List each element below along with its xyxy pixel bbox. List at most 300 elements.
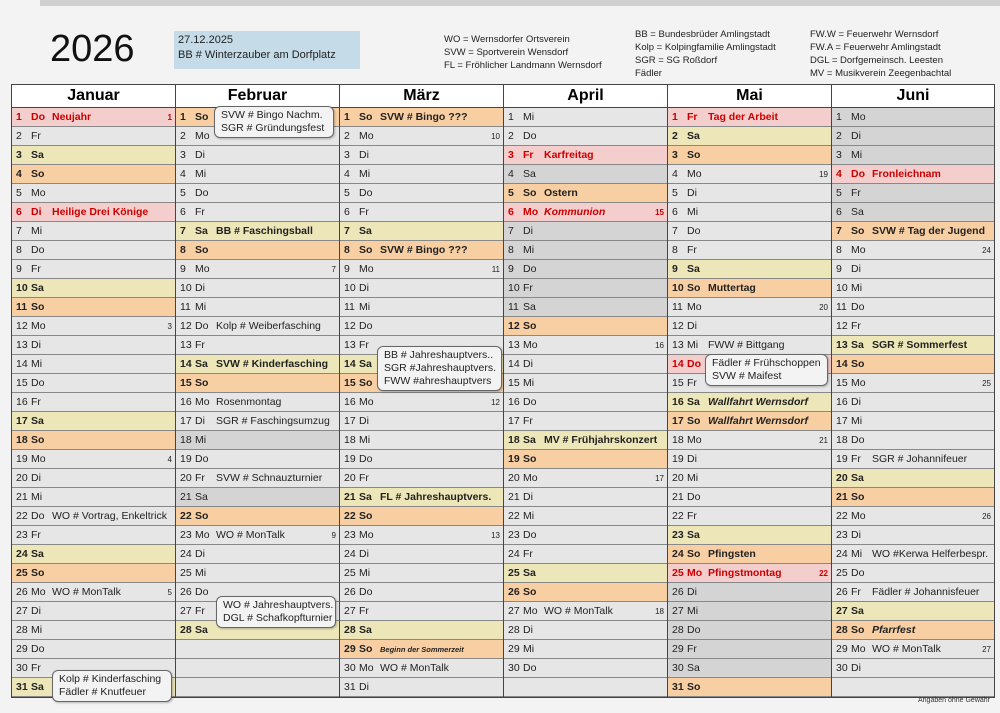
day-row[interactable] bbox=[668, 640, 831, 659]
day-row[interactable] bbox=[504, 583, 667, 602]
weekday: Sa bbox=[195, 225, 208, 237]
day-row[interactable] bbox=[832, 507, 994, 526]
event-text: Rosenmontag bbox=[216, 396, 282, 408]
weekday: Fr bbox=[687, 643, 697, 655]
day-row[interactable] bbox=[504, 222, 667, 241]
weekday: Do bbox=[359, 187, 373, 199]
event-text: FL # Jahreshauptvers. bbox=[380, 491, 492, 503]
day-row[interactable] bbox=[340, 127, 503, 146]
weekday: Mo bbox=[31, 586, 46, 598]
weekday: Di bbox=[523, 624, 533, 636]
day-number: 20 bbox=[344, 472, 356, 484]
day-number: 4 bbox=[344, 168, 350, 180]
day-row[interactable] bbox=[12, 545, 175, 564]
day-row[interactable] bbox=[504, 431, 667, 450]
day-number: 23 bbox=[180, 529, 192, 541]
event-text: Fädler # Johannisfeuer bbox=[872, 586, 980, 598]
day-row[interactable] bbox=[832, 203, 994, 222]
day-row[interactable] bbox=[832, 488, 994, 507]
event-text: Pfarrfest bbox=[872, 624, 916, 636]
day-row[interactable] bbox=[668, 507, 831, 526]
weekday: So bbox=[31, 567, 45, 579]
day-row[interactable] bbox=[340, 659, 503, 678]
day-row[interactable] bbox=[340, 602, 503, 621]
day-row[interactable] bbox=[340, 469, 503, 488]
day-row[interactable] bbox=[668, 412, 831, 431]
weekday: So bbox=[687, 415, 701, 427]
day-row[interactable] bbox=[340, 621, 503, 640]
day-row[interactable] bbox=[340, 184, 503, 203]
day-row[interactable] bbox=[668, 127, 831, 146]
weekday: Mo bbox=[523, 206, 539, 218]
day-row[interactable] bbox=[340, 412, 503, 431]
day-row[interactable] bbox=[832, 146, 994, 165]
day-number: 30 bbox=[508, 662, 520, 674]
day-row[interactable] bbox=[668, 336, 831, 355]
day-row[interactable] bbox=[832, 583, 994, 602]
day-row[interactable] bbox=[504, 260, 667, 279]
week-number: 26 bbox=[982, 512, 991, 521]
day-row[interactable] bbox=[668, 469, 831, 488]
day-row[interactable] bbox=[176, 260, 339, 279]
day-row[interactable] bbox=[504, 279, 667, 298]
day-row[interactable] bbox=[504, 203, 667, 222]
day-row[interactable] bbox=[668, 165, 831, 184]
day-row[interactable] bbox=[12, 621, 175, 640]
weekday: Di bbox=[195, 149, 205, 161]
day-number: 13 bbox=[836, 339, 848, 351]
day-row[interactable] bbox=[504, 355, 667, 374]
weekday: Di bbox=[851, 263, 861, 275]
day-row[interactable] bbox=[504, 621, 667, 640]
day-row[interactable] bbox=[176, 507, 339, 526]
day-row[interactable] bbox=[12, 336, 175, 355]
weekday: Fr bbox=[359, 339, 369, 351]
day-row[interactable] bbox=[340, 203, 503, 222]
day-number: 16 bbox=[836, 396, 848, 408]
day-row[interactable] bbox=[504, 336, 667, 355]
day-number: 11 bbox=[344, 301, 355, 313]
day-row[interactable] bbox=[832, 393, 994, 412]
day-row[interactable] bbox=[504, 241, 667, 260]
weekday: Di bbox=[359, 548, 369, 560]
day-number: 11 bbox=[508, 301, 519, 313]
day-number: 12 bbox=[180, 320, 192, 332]
day-number: 2 bbox=[344, 130, 350, 142]
day-row[interactable] bbox=[668, 222, 831, 241]
day-number: 4 bbox=[16, 168, 22, 180]
day-row[interactable] bbox=[504, 108, 667, 127]
day-row[interactable] bbox=[176, 298, 339, 317]
day-row[interactable] bbox=[176, 241, 339, 260]
day-number: 28 bbox=[180, 624, 192, 636]
week-number: 20 bbox=[819, 303, 828, 312]
day-row[interactable] bbox=[504, 602, 667, 621]
day-row[interactable] bbox=[176, 203, 339, 222]
day-row[interactable] bbox=[12, 317, 175, 336]
day-row[interactable] bbox=[504, 146, 667, 165]
day-row[interactable] bbox=[340, 241, 503, 260]
day-number: 21 bbox=[180, 491, 192, 503]
weekday: Fr bbox=[851, 453, 861, 465]
day-row[interactable] bbox=[832, 222, 994, 241]
day-number: 8 bbox=[508, 244, 514, 256]
day-row[interactable] bbox=[12, 184, 175, 203]
day-row[interactable] bbox=[832, 602, 994, 621]
day-row[interactable] bbox=[832, 545, 994, 564]
day-row[interactable] bbox=[832, 640, 994, 659]
month-column-mai bbox=[667, 84, 831, 698]
day-row[interactable] bbox=[504, 374, 667, 393]
weekday: So bbox=[851, 624, 865, 636]
day-row[interactable] bbox=[504, 393, 667, 412]
day-row[interactable] bbox=[176, 526, 339, 545]
day-row[interactable] bbox=[668, 488, 831, 507]
day-number: 1 bbox=[508, 111, 514, 123]
day-row[interactable] bbox=[832, 621, 994, 640]
day-row[interactable] bbox=[12, 602, 175, 621]
day-row[interactable] bbox=[12, 260, 175, 279]
day-number: 19 bbox=[180, 453, 192, 465]
day-number: 4 bbox=[508, 168, 514, 180]
day-row[interactable] bbox=[176, 393, 339, 412]
weekday: Fr bbox=[195, 206, 205, 218]
day-row[interactable] bbox=[668, 621, 831, 640]
day-row[interactable] bbox=[340, 393, 503, 412]
weekday: Mo bbox=[195, 529, 210, 541]
day-row[interactable] bbox=[176, 469, 339, 488]
day-row[interactable] bbox=[340, 146, 503, 165]
empty-cell bbox=[832, 678, 994, 697]
day-number: 12 bbox=[16, 320, 28, 332]
day-row[interactable] bbox=[12, 507, 175, 526]
day-row[interactable] bbox=[12, 165, 175, 184]
day-row[interactable] bbox=[12, 108, 175, 127]
day-row[interactable] bbox=[340, 526, 503, 545]
weekday: Do bbox=[523, 130, 537, 142]
day-row[interactable] bbox=[176, 336, 339, 355]
day-number: 24 bbox=[344, 548, 356, 560]
day-row[interactable] bbox=[12, 640, 175, 659]
day-row[interactable] bbox=[12, 298, 175, 317]
day-number: 11 bbox=[672, 301, 683, 313]
weekday: Mo bbox=[523, 472, 538, 484]
event-bubble-may14[interactable] bbox=[705, 354, 828, 386]
day-row[interactable] bbox=[832, 298, 994, 317]
day-row[interactable] bbox=[12, 355, 175, 374]
day-number: 28 bbox=[508, 624, 520, 636]
weekday: Do bbox=[31, 643, 45, 655]
day-number: 10 bbox=[180, 282, 192, 294]
weekday: So bbox=[359, 377, 373, 389]
day-row[interactable] bbox=[12, 583, 175, 602]
day-row[interactable] bbox=[668, 678, 831, 697]
day-row[interactable] bbox=[340, 222, 503, 241]
weekday: Di bbox=[31, 472, 41, 484]
empty-cell bbox=[504, 678, 667, 697]
day-row[interactable] bbox=[340, 640, 503, 659]
footnote: Angaben ohne Gewähr bbox=[918, 697, 990, 704]
day-row[interactable] bbox=[668, 602, 831, 621]
day-row[interactable] bbox=[668, 241, 831, 260]
day-row[interactable] bbox=[176, 165, 339, 184]
day-row[interactable] bbox=[176, 355, 339, 374]
weekday: Mo bbox=[851, 111, 866, 123]
day-row[interactable] bbox=[668, 108, 831, 127]
day-number: 30 bbox=[16, 662, 28, 674]
day-row[interactable] bbox=[832, 374, 994, 393]
day-number: 11 bbox=[16, 301, 28, 313]
event-bubble-mar14[interactable] bbox=[377, 346, 502, 391]
day-number: 26 bbox=[180, 586, 192, 598]
day-row[interactable] bbox=[668, 583, 831, 602]
day-row[interactable] bbox=[504, 545, 667, 564]
day-row[interactable] bbox=[504, 127, 667, 146]
day-number: 27 bbox=[508, 605, 520, 617]
day-row[interactable] bbox=[12, 146, 175, 165]
event-text: WO # MonTalk bbox=[216, 529, 285, 541]
weekday: Do bbox=[31, 510, 45, 522]
weekday: Fr bbox=[31, 263, 41, 275]
day-row[interactable] bbox=[668, 659, 831, 678]
weekday: Do bbox=[523, 662, 537, 674]
day-number: 9 bbox=[180, 263, 186, 275]
weekday: Di bbox=[523, 225, 533, 237]
day-number: 2 bbox=[836, 130, 842, 142]
day-row[interactable] bbox=[12, 127, 175, 146]
weekday: Sa bbox=[851, 472, 864, 484]
day-row[interactable] bbox=[176, 374, 339, 393]
day-number: 10 bbox=[836, 282, 848, 294]
info-date: 27.12.2025 bbox=[178, 34, 234, 46]
day-row[interactable] bbox=[832, 450, 994, 469]
day-row[interactable] bbox=[340, 165, 503, 184]
weekday: Sa bbox=[359, 358, 372, 370]
day-row[interactable] bbox=[832, 127, 994, 146]
day-row[interactable] bbox=[504, 564, 667, 583]
event-text: SGR # Johannifeuer bbox=[872, 453, 968, 465]
day-row[interactable] bbox=[340, 317, 503, 336]
weekday: So bbox=[359, 111, 373, 123]
day-row[interactable] bbox=[176, 184, 339, 203]
day-row[interactable] bbox=[12, 374, 175, 393]
legend-col-3 bbox=[810, 28, 951, 80]
day-row[interactable] bbox=[12, 222, 175, 241]
day-number: 3 bbox=[672, 149, 678, 161]
weekday: Do bbox=[851, 567, 865, 579]
day-row[interactable] bbox=[668, 298, 831, 317]
legend-col-2 bbox=[635, 28, 776, 80]
day-row[interactable] bbox=[504, 488, 667, 507]
day-row[interactable] bbox=[12, 526, 175, 545]
day-row[interactable] bbox=[12, 393, 175, 412]
day-row[interactable] bbox=[340, 260, 503, 279]
day-number: 2 bbox=[16, 130, 22, 142]
weekday: Mo bbox=[851, 510, 866, 522]
day-row[interactable] bbox=[12, 412, 175, 431]
weekday: Mi bbox=[359, 567, 371, 579]
day-number: 13 bbox=[672, 339, 684, 351]
day-row[interactable] bbox=[176, 146, 339, 165]
day-row[interactable] bbox=[668, 545, 831, 564]
day-row[interactable] bbox=[832, 317, 994, 336]
day-row[interactable] bbox=[12, 241, 175, 260]
day-row[interactable] bbox=[340, 545, 503, 564]
day-row[interactable] bbox=[832, 241, 994, 260]
weekday: Mo bbox=[851, 244, 866, 256]
weekday: Fr bbox=[687, 510, 697, 522]
day-row[interactable] bbox=[504, 659, 667, 678]
day-row[interactable] bbox=[340, 108, 503, 127]
week-number: 3 bbox=[167, 322, 172, 331]
day-number: 9 bbox=[672, 263, 678, 275]
weekday: So bbox=[31, 301, 45, 313]
day-row[interactable] bbox=[504, 469, 667, 488]
day-row[interactable] bbox=[340, 583, 503, 602]
weekday: So bbox=[195, 244, 209, 256]
day-number: 8 bbox=[180, 244, 186, 256]
day-row[interactable] bbox=[832, 526, 994, 545]
day-row[interactable] bbox=[668, 203, 831, 222]
day-number: 6 bbox=[672, 206, 678, 218]
day-row[interactable] bbox=[504, 184, 667, 203]
weekday: Fr bbox=[359, 472, 369, 484]
day-row[interactable] bbox=[832, 184, 994, 203]
day-number: 17 bbox=[16, 415, 28, 427]
day-row[interactable] bbox=[340, 450, 503, 469]
day-number: 7 bbox=[16, 225, 22, 237]
day-row[interactable] bbox=[504, 412, 667, 431]
weekday: So bbox=[523, 320, 537, 332]
day-row[interactable] bbox=[832, 564, 994, 583]
day-row[interactable] bbox=[832, 336, 994, 355]
weekday: So bbox=[523, 586, 537, 598]
day-row[interactable] bbox=[176, 564, 339, 583]
day-row[interactable] bbox=[12, 203, 175, 222]
week-number: 5 bbox=[167, 588, 172, 597]
weekday: Mi bbox=[359, 301, 371, 313]
day-row[interactable] bbox=[832, 412, 994, 431]
day-row[interactable] bbox=[832, 431, 994, 450]
day-number: 20 bbox=[672, 472, 684, 484]
day-row[interactable] bbox=[504, 450, 667, 469]
day-number: 19 bbox=[508, 453, 520, 465]
weekday: Di bbox=[523, 358, 533, 370]
day-row[interactable] bbox=[340, 564, 503, 583]
month-header: Februar bbox=[176, 85, 339, 108]
day-number: 25 bbox=[180, 567, 192, 579]
day-row[interactable] bbox=[176, 222, 339, 241]
weekday: Mi bbox=[31, 225, 43, 237]
day-row[interactable] bbox=[668, 279, 831, 298]
day-row[interactable] bbox=[504, 507, 667, 526]
event-bubble-feb27[interactable] bbox=[216, 596, 336, 628]
day-row[interactable] bbox=[340, 298, 503, 317]
day-row[interactable] bbox=[176, 317, 339, 336]
day-row[interactable] bbox=[668, 431, 831, 450]
day-row[interactable] bbox=[668, 184, 831, 203]
day-number: 26 bbox=[836, 586, 848, 598]
event-bubble-jan31[interactable] bbox=[52, 670, 172, 702]
day-row[interactable] bbox=[340, 678, 503, 697]
day-row[interactable] bbox=[668, 317, 831, 336]
day-row[interactable] bbox=[832, 108, 994, 127]
weekday: So bbox=[523, 453, 537, 465]
day-row[interactable] bbox=[668, 526, 831, 545]
day-number: 15 bbox=[508, 377, 520, 389]
day-row[interactable] bbox=[668, 393, 831, 412]
day-number: 18 bbox=[344, 434, 356, 446]
legend-item: FW.A = Feuerwehr Amlingstadt bbox=[810, 42, 941, 53]
day-number: 5 bbox=[508, 187, 514, 199]
day-row[interactable] bbox=[832, 355, 994, 374]
month-header: Mai bbox=[668, 85, 831, 108]
day-row[interactable] bbox=[832, 260, 994, 279]
day-row[interactable] bbox=[12, 431, 175, 450]
weekday: Mi bbox=[31, 624, 43, 636]
day-row[interactable] bbox=[340, 507, 503, 526]
day-number: 8 bbox=[836, 244, 842, 256]
day-row[interactable] bbox=[12, 450, 175, 469]
day-row[interactable] bbox=[12, 279, 175, 298]
day-row[interactable] bbox=[504, 526, 667, 545]
day-row[interactable] bbox=[668, 564, 831, 583]
weekday: Sa bbox=[523, 567, 536, 579]
weekday: Mi bbox=[687, 339, 699, 351]
day-row[interactable] bbox=[504, 317, 667, 336]
weekday: Mi bbox=[523, 111, 535, 123]
day-row[interactable] bbox=[504, 165, 667, 184]
weekday: Do bbox=[359, 320, 373, 332]
day-row[interactable] bbox=[668, 146, 831, 165]
day-number: 27 bbox=[836, 605, 848, 617]
day-row[interactable] bbox=[176, 412, 339, 431]
weekday: So bbox=[195, 377, 209, 389]
info-box bbox=[174, 31, 360, 69]
day-row[interactable] bbox=[176, 488, 339, 507]
day-row[interactable] bbox=[504, 640, 667, 659]
event-text: BB # Faschingsball bbox=[216, 225, 313, 237]
day-row[interactable] bbox=[832, 165, 994, 184]
empty-cell bbox=[176, 678, 339, 697]
day-row[interactable] bbox=[12, 564, 175, 583]
day-row[interactable] bbox=[832, 659, 994, 678]
day-row[interactable] bbox=[832, 469, 994, 488]
day-row[interactable] bbox=[176, 431, 339, 450]
day-number: 25 bbox=[672, 567, 684, 579]
day-row[interactable] bbox=[176, 545, 339, 564]
event-text: Pfingsten bbox=[708, 548, 756, 560]
day-row[interactable] bbox=[832, 279, 994, 298]
day-row[interactable] bbox=[12, 469, 175, 488]
day-row[interactable] bbox=[668, 450, 831, 469]
day-number: 25 bbox=[16, 567, 28, 579]
day-number: 16 bbox=[672, 396, 684, 408]
day-number: 29 bbox=[836, 643, 848, 655]
day-row[interactable] bbox=[340, 279, 503, 298]
event-bubble-feb1[interactable] bbox=[214, 106, 334, 138]
day-number: 23 bbox=[344, 529, 356, 541]
month-column-juni bbox=[831, 84, 995, 698]
day-row[interactable] bbox=[668, 260, 831, 279]
day-row[interactable] bbox=[176, 450, 339, 469]
day-number: 21 bbox=[508, 491, 520, 503]
day-row[interactable] bbox=[340, 431, 503, 450]
day-row[interactable] bbox=[176, 279, 339, 298]
day-row[interactable] bbox=[12, 488, 175, 507]
day-row[interactable] bbox=[504, 298, 667, 317]
day-row[interactable] bbox=[340, 488, 503, 507]
